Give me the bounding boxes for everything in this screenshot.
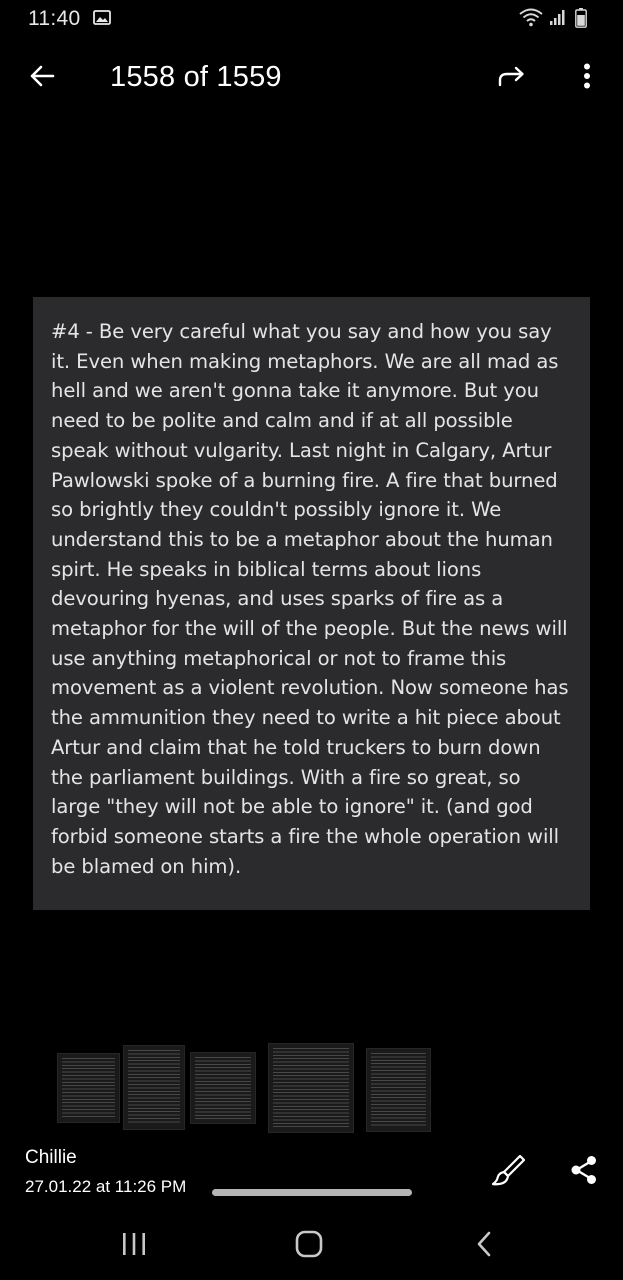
share-icon <box>570 1155 598 1190</box>
displayed-image[interactable] <box>33 297 590 910</box>
sent-date: 27.01.22 at 11:26 PM <box>25 1177 187 1196</box>
page-title: 1558 of 1559 <box>110 61 282 93</box>
home-icon <box>295 1230 323 1263</box>
forward-share-icon <box>498 65 526 92</box>
more-vertical-icon <box>583 63 591 94</box>
arrow-left-icon <box>29 64 55 93</box>
gallery-icon <box>93 10 111 25</box>
recents-icon <box>120 1232 148 1261</box>
back-chevron-icon <box>476 1231 492 1262</box>
status-bar <box>0 0 623 38</box>
wifi-icon <box>519 7 543 27</box>
sender-name: Chillie <box>25 1147 77 1168</box>
brush-edit-icon <box>491 1153 525 1192</box>
app-bar <box>0 50 623 106</box>
system-back-button[interactable] <box>460 1224 508 1268</box>
thumbnail-strip <box>0 1040 623 1140</box>
thumbnail[interactable] <box>57 1053 120 1123</box>
thumbnail[interactable] <box>123 1045 185 1130</box>
thumbnail[interactable] <box>190 1052 256 1124</box>
recents-button[interactable] <box>108 1224 160 1268</box>
back-button[interactable] <box>20 56 64 100</box>
scrubber-bar[interactable] <box>212 1189 412 1196</box>
thumbnail-current[interactable] <box>268 1043 354 1133</box>
more-options-button[interactable] <box>565 56 609 100</box>
home-button[interactable] <box>285 1224 333 1268</box>
status-icons <box>519 6 599 28</box>
edit-button[interactable] <box>486 1150 530 1194</box>
thumbnail[interactable] <box>366 1048 431 1132</box>
navigation-bar <box>0 1210 623 1280</box>
share-button[interactable] <box>562 1150 606 1194</box>
signal-icon <box>549 8 567 26</box>
status-time: 11:40 <box>28 7 81 30</box>
image-text: #4 - Be very careful what you say and how you say it. Even when making metaphors. We are all mad as hell and we aren't gonna take it anymore. But you need to be polite and calm and if at all possible speak without vulgarity. Last night in Calgary, Artur Pawlowski spoke of a burning fire. A fire that burned so brightly they couldn't possibly ignore it. We understand this to be a metaphor about the human spirt. He speaks in biblical terms about lions devouring hyenas, and uses sparks of fire as a metaphor for the will of the people. But the news will use anything metaphorical or not to frame this movement as a violent revolution. Now someone has the ammunition they need to write a hit piece about Artur and claim that he told truckers to burn down the parliament buildings. With a fire so great, so large "they will not be able to ignore" it. (and god forbid someone starts a fire the whole operation will be blamed on him). <box>51 320 569 878</box>
battery-icon <box>575 8 587 28</box>
forward-button[interactable] <box>490 56 534 100</box>
